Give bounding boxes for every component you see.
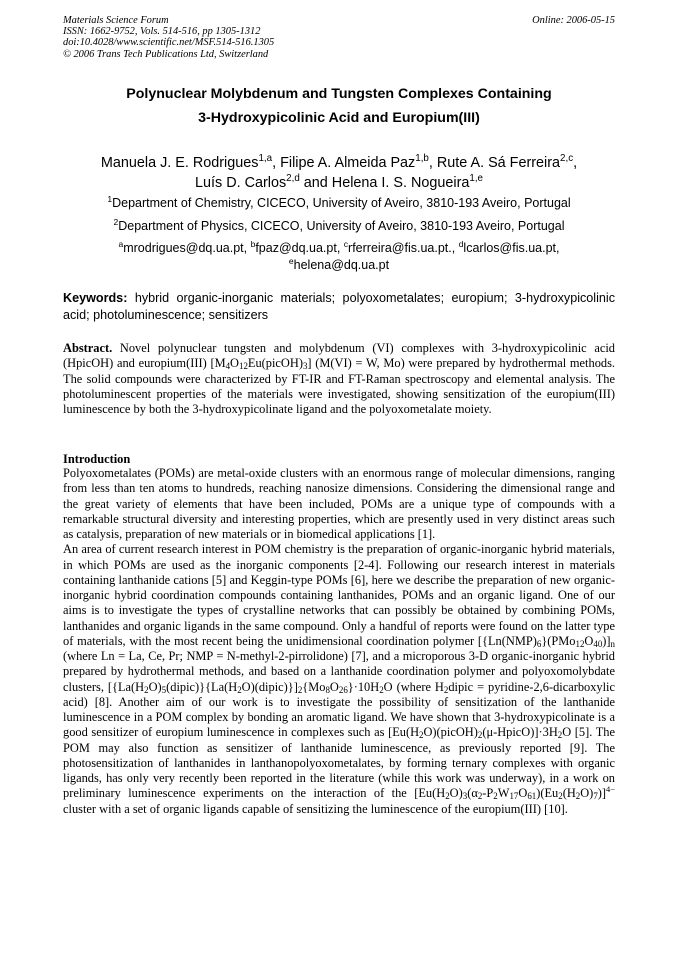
author-list: [63, 153, 615, 193]
doi-line: doi:10.4028/www.scientific.net/MSF.514-516.1305: [63, 37, 275, 49]
introduction-heading: Introduction: [63, 452, 131, 466]
author: Manuela J. E. Rodrigues$^{1,a}$,: [100, 153, 281, 171]
author: Filipe A. Almeida Paz$^{1,b}$,: [280, 153, 437, 171]
author: Rute A. Sá Ferreira$^{2,c}$,: [436, 153, 578, 171]
paper-title: [63, 82, 615, 130]
journal-name: Materials Science Forum: [63, 15, 169, 26]
email: $^d$lcarlos@fis.ua.pt,: [458, 238, 560, 255]
author: Luís D. Carlos$^{2,d}$ and: [195, 173, 332, 191]
abstract-section: [63, 341, 615, 417]
copyright-line: © 2006 Trans Tech Publications Ltd, Switzerland: [63, 48, 269, 60]
keywords-section: [63, 290, 615, 324]
keywords-label: Keywords:: [63, 291, 128, 305]
email: $^c$rferreira@fis.ua.pt.,: [343, 238, 459, 255]
email: $^a$mrodrigues@dq.ua.pt,: [118, 238, 251, 255]
email: $^e$helena@dq.ua.pt: [288, 255, 390, 272]
introduction-body: [63, 466, 615, 817]
paragraph: Polyoxometalates (POMs) are metal-oxide clusters with an enormous range of molecular dimensions, ranging from less than ten atoms to hundreds, reaching nanosize dimensions. Considering the dimensional range and the great variety of elements that have been included, POMs are a unique type of compounds with a remarkable structural diversity and interesting properties, which are presently used in very distinct areas such as catalysis, preparation of new materials or in biomedical applications [1].: [63, 466, 615, 541]
abstract-label: Abstract.: [63, 341, 113, 355]
journal-header: [63, 15, 615, 60]
affiliation-2: $^2$Department of Physics, CICECO, University of Aveiro, 3810-193 Aveiro, Portugal: [113, 216, 565, 233]
abstract-text: Novel polynuclear tungsten and molybdenum (VI) complexes with 3-hydroxypicolinic acid (HpicOH) and europium(III) $[M_4O_{12}Eu(picOH)_3] (M(VI) = W$, Mo) were prepared by hydrothermal methods. The solid compounds were characterized by FT-IR and FT-Raman spectroscopy and elemental analysis. The photoluminescent properties of the materials were investigated, showing sensitization of the europium(III) luminescence by both the 3-hydroxypicolinate ligand and the polyoxometalate moiety.: [63, 341, 615, 417]
paragraph: An area of current research interest in POM chemistry is the preparation of organic-inorganic hybrid materials, in which POMs are used as the inorganic components [2-4]. Following our research interest in materials containing lanthanide cations [5] and Keggin-type POMs [6], here we describe the preparation of new organic-inorganic hybrid coordination compounds containing lanthanides, POMs and an organic ligand. One of our aims is to investigate the types of crystalline networks that can possibly be obtained by combining POMs, lanthanides and organic ligands in the same compound. Only a handful of reports were found on the latter type of materials, with the most recent being the unidimensional coordination polymer $[\{Ln(NMP)_6\}(PMo_{12}O_{40})]_n$ (where Ln = La, Ce, Pr; NMP = N-methyl-2-pirrolidone) [7], and a microporous 3-D organic-inorganic hybrid prepared by hydrothermal methods, and based on a lanthanide coordination polymer and polyoxomolybdate clusters, $[\{La(H_2O)_5(dipic)\}\{La(H_2O)(dipic)\}]_2\{Mo_8O_{26}\}\cdot 10H_2O$ (where $H_2dipic$ = pyridine-2,6-dicarboxylic acid) [8]. Another aim of our work is to investigate the possibility of sensitization of the lanthanide luminescence in a POM complex by bonding an aromatic ligand. We have shown that 3-hydroxypicolinate is a good sensitizer of europium luminescence in complexes such as $[Eu(H_2O)(picOH)_2(\mu-HpicO)]\cdot 3H_2O$ [5]. The POM may also function as sensitizer of lanthanide luminescence, as previously reported [9]. The photosensitization of lanthanides in lanthanopolyoxometalates, by forming ternary complexes with organic ligands, has only very recently been reported in the literature (while this work was underway), in a work on preliminary luminescence experiments on the interaction of the $[Eu(H_2O)_3(\alpha_2-P_2W_{17}O_{61})(Eu_2(H_2O)_7)]^{4-}$ cluster with a set of organic ligands capable of sensitizing the luminescence of the europium(III) [10].: [63, 542, 616, 816]
email: $^b$fpaz@dq.ua.pt,: [250, 238, 344, 255]
affiliation-1: $^1$Department of Chemistry, CICECO, University of Aveiro, 3810-193 Aveiro, Portugal: [107, 193, 571, 210]
keywords-text: hybrid organic-inorganic materials; polyoxometalates; europium; 3-hydroxypicolinic acid; photoluminescence; sensitizers: [63, 291, 615, 322]
author: Helena I. S. Nogueira$^{1,e}$: [331, 173, 483, 191]
title-line-2: 3-Hydroxypicolinic Acid and Europium(III): [198, 110, 480, 126]
email-list: [63, 240, 615, 274]
title-line-1: Polynuclear Molybdenum and Tungsten Complexes Containing: [126, 86, 552, 102]
issn-line: ISSN: 1662-9752, Vols. 514-516, pp 1305-1312: [63, 26, 261, 38]
online-date: Online: 2006-05-15: [532, 15, 615, 26]
